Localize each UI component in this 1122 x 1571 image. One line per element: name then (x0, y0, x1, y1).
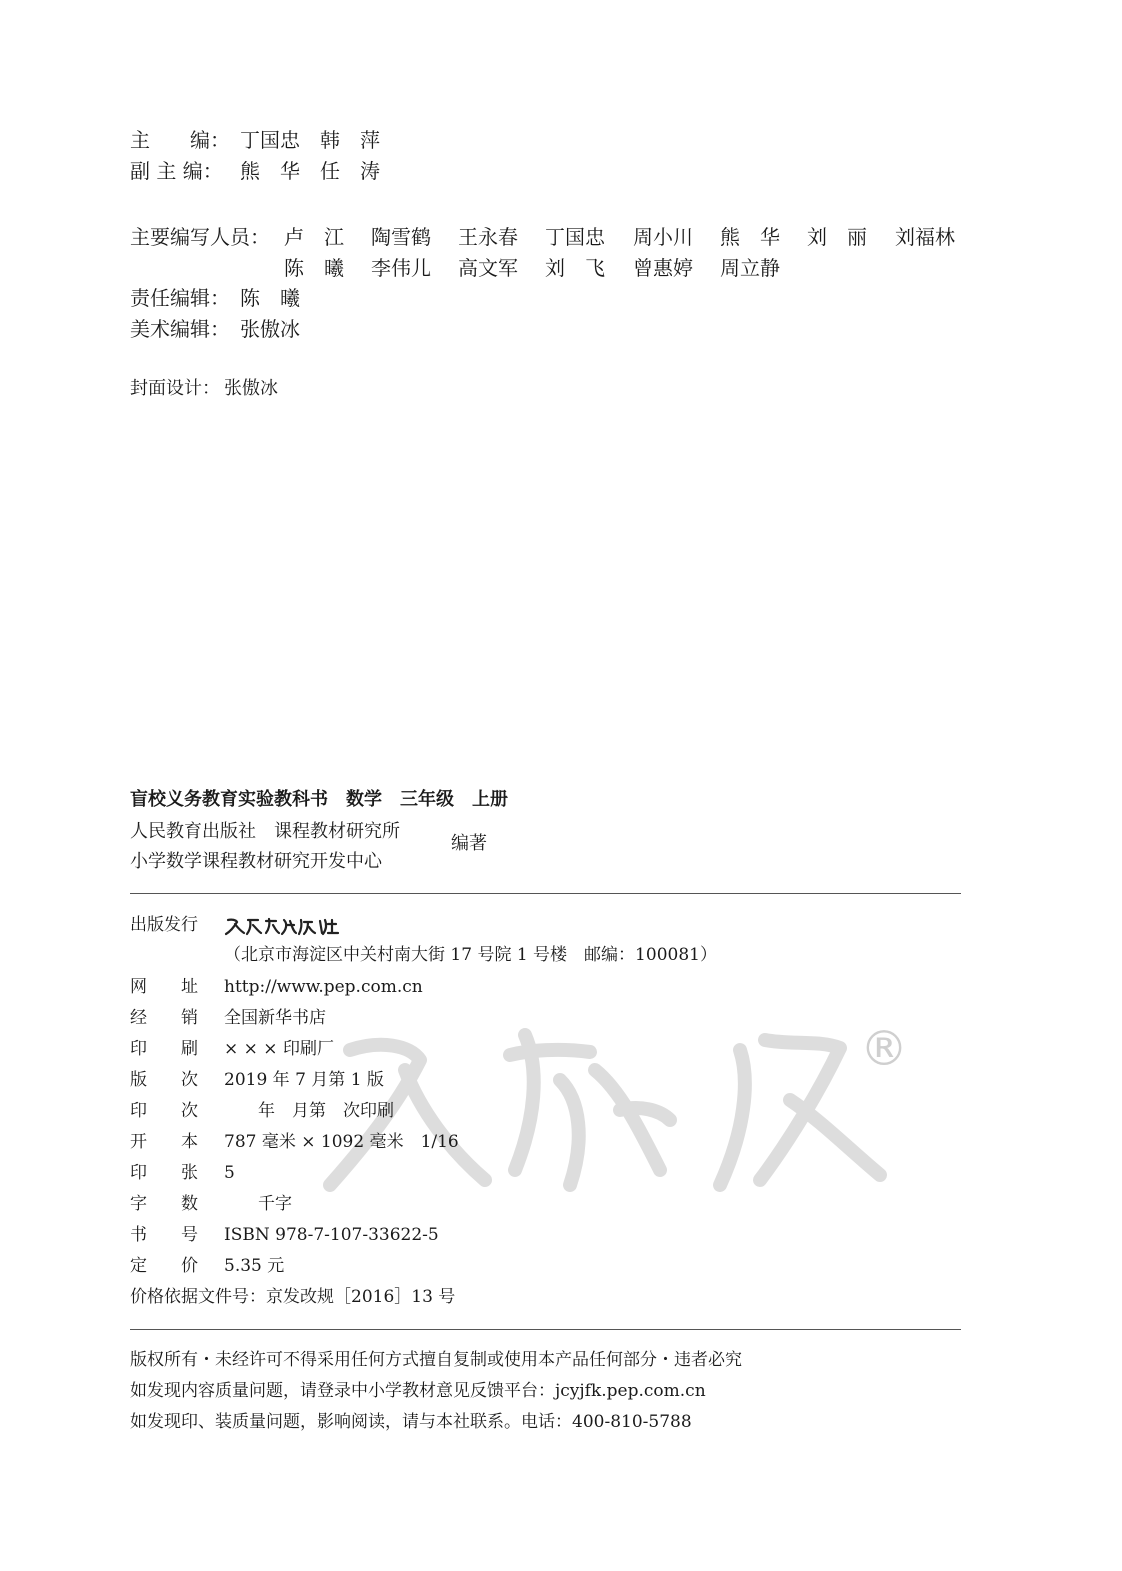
spec-label-sheets: 印 张 (130, 1163, 198, 1183)
authors-line-1: 人民教育出版社 课程教材研究所 (130, 821, 400, 842)
spec-label-price: 定 价 (130, 1256, 198, 1276)
spec-value-distribution: 全国新华书店 (224, 1008, 326, 1028)
writer-name: 刘 飞 (545, 256, 605, 280)
spec-value-edition: 2019 年 7 月第 1 版 (224, 1070, 384, 1090)
spec-value-word-count: 千字 (224, 1194, 292, 1214)
authors-line-2: 小学数学课程教材研究开发中心 (130, 851, 382, 872)
print-quality-notice: 如发现印、装质量问题，影响阅读，请与本社联系。电话：400-810-5788 (130, 1412, 692, 1432)
writer-name: 曾惠婷 (633, 256, 693, 280)
divider-bottom (130, 1329, 961, 1330)
authors-suffix: 编著 (451, 833, 487, 854)
writer-name: 周立静 (720, 256, 780, 280)
spec-label-impression: 印 次 (130, 1101, 198, 1121)
writer-name: 李伟儿 (371, 256, 431, 280)
art-editor: 张傲冰 (240, 317, 300, 341)
spec-label-edition: 版 次 (130, 1070, 198, 1090)
writer-name: 熊 华 (720, 225, 780, 249)
writer-name: 刘 丽 (807, 225, 867, 249)
cover-design-label: 封面设计： (130, 378, 220, 399)
book-title: 盲校义务教育实验教科书 数学 三年级 上册 (130, 789, 508, 810)
divider-top (130, 893, 961, 894)
registered-mark: ® (860, 1021, 908, 1077)
spec-value-website: http://www.pep.com.cn (224, 977, 423, 997)
spec-label-website: 网 址 (130, 977, 198, 997)
spec-value-isbn: ISBN 978-7-107-33622-5 (224, 1225, 439, 1245)
writer-name: 高文军 (458, 256, 518, 280)
spec-value-sheets: 5 (224, 1163, 235, 1183)
deputy-editor-label: 副 主 编： (130, 159, 223, 183)
cover-design: 张傲冰 (224, 378, 278, 399)
spec-label-distribution: 经 销 (130, 1008, 198, 1028)
chief-editor-label: 主 编： (130, 128, 230, 152)
spec-value-impression: 年 月第 次印刷 (224, 1101, 394, 1121)
art-editor-label: 美术编辑： (130, 317, 230, 341)
spec-value-printer: × × × 印刷厂 (224, 1039, 334, 1059)
writer-name: 王永春 (458, 225, 518, 249)
spec-label-word-count: 字 数 (130, 1194, 198, 1214)
writer-name: 刘福林 (895, 225, 955, 249)
content-feedback-notice: 如发现内容质量问题，请登录中小学教材意见反馈平台：jcyjfk.pep.com.cn (130, 1381, 706, 1401)
spec-label-isbn: 书 号 (130, 1225, 198, 1245)
chief-editors: 丁国忠 韩 萍 (240, 128, 380, 152)
publisher-calligraphy-logo (224, 916, 348, 936)
writer-name: 卢 江 (284, 225, 344, 249)
writers-label: 主要编写人员： (130, 225, 270, 249)
spec-label-format: 开 本 (130, 1132, 198, 1152)
writer-name: 陶雪鹤 (371, 225, 431, 249)
publisher-address: （北京市海淀区中关村南大街 17 号院 1 号楼 邮编：100081） (224, 945, 717, 965)
price-basis: 价格依据文件号：京发改规［2016］13 号 (130, 1287, 456, 1307)
spec-value-format: 787 毫米 × 1092 毫米 1/16 (224, 1132, 459, 1152)
responsible-editor: 陈 曦 (240, 286, 300, 310)
responsible-editor-label: 责任编辑： (130, 286, 230, 310)
pep-watermark-logo (320, 1010, 920, 1200)
deputy-editors: 熊 华 任 涛 (240, 159, 380, 183)
writer-name: 丁国忠 (545, 225, 605, 249)
spec-label-printer: 印 刷 (130, 1039, 198, 1059)
copyright-notice: 版权所有・未经许可不得采用任何方式擅自复制或使用本产品任何部分・违者必究 (130, 1350, 742, 1370)
writer-name: 陈 曦 (284, 256, 344, 280)
writer-name: 周小川 (633, 225, 693, 249)
spec-value-price: 5.35 元 (224, 1256, 285, 1276)
publisher-label: 出版发行 (130, 915, 198, 935)
